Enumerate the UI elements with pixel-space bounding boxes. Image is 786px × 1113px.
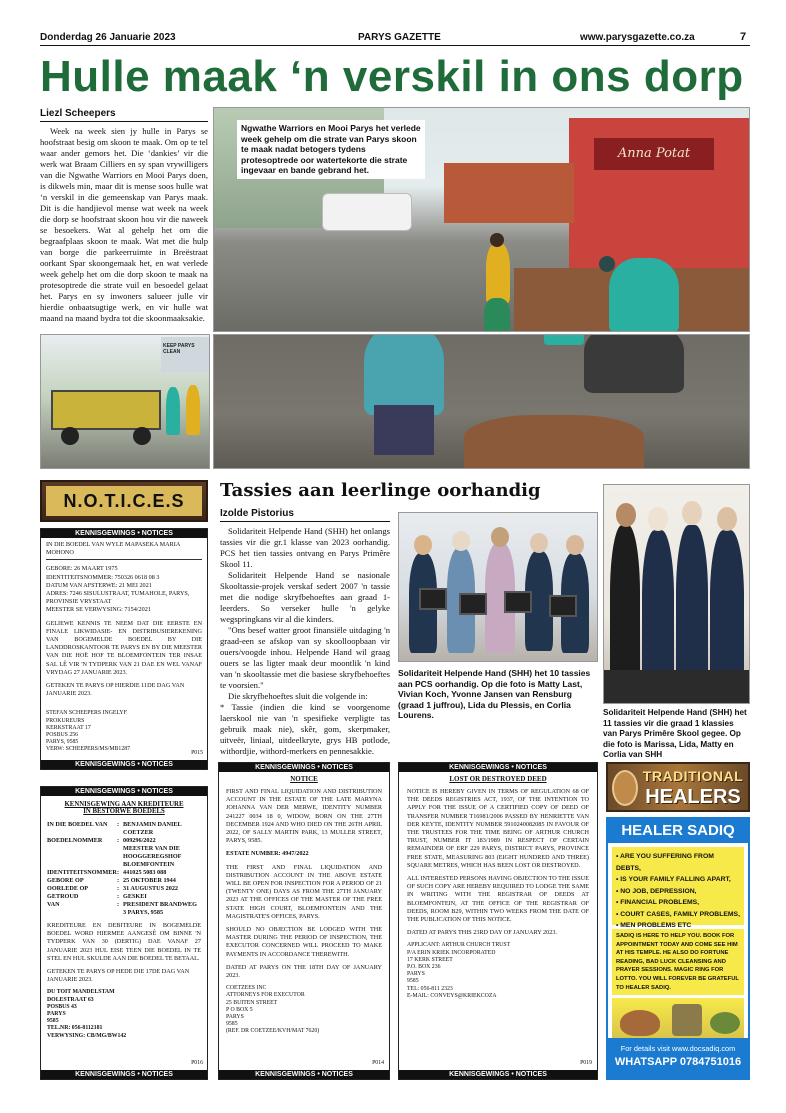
tassies-body	[220, 526, 390, 757]
main-byline: Liezl Scheepers	[40, 108, 116, 119]
notice2-field-colon: :	[117, 885, 120, 892]
notice2-field-key: BOEDELNOMMER	[47, 837, 103, 844]
notice2-field	[47, 901, 201, 917]
notice2-field	[47, 877, 201, 885]
crew-photo	[213, 334, 750, 469]
notice2-field	[47, 837, 201, 845]
bowl-icon	[612, 770, 638, 806]
notice2-field	[47, 821, 201, 837]
healer-problem-item: • IS YOUR FAMILY FALLING APART,	[616, 876, 731, 883]
notice1-details: GEBORE: 26 MAART 1975 IDENTITEITSNOMMER: 750326 0618 08 3 DATUM VAN AFSTERWE: 21 MEI 2021 ADRES: 7246 SISULUSTRAAT, TUMAHOLE, PARYS, PROVINSIE VRYSTAAT MEESTER SE VERWYSING: 7154/2021	[46, 565, 190, 614]
tassies-p3: "Ons besef watter groot finansiële uitdaging 'n graad-een se afskop van sy skoolloopbaan vir ouers/voogde inhou. Helpende Hand wil graag ouers se las ligter maak deur moontlik 'n kind van 'n skooltassie met die basiese skryfbehoeftes te voorsien."	[220, 625, 390, 690]
notice2-field-colon: :	[117, 869, 120, 876]
notice-lost-deed	[398, 762, 598, 1080]
notice3-estate: ESTATE NUMBER: 4947/2022	[226, 850, 309, 858]
notice2-field-colon: :	[117, 837, 120, 844]
notice2-field-value: 31 AUGUSTUS 2022	[123, 885, 179, 892]
notice1-para2: GETEKEN TE PARYS OP HIERDIE 11DE DAG VAN JANUARIE 2023.	[46, 682, 185, 698]
notice2-signoff: DU TOIT MANDELSTAM DOLESTRAAT 63 POSBUS 43 PARYS 9585 TEL.NR: 056-8112181 VERWYSING: CB/MG/BW142	[47, 989, 127, 1039]
notice-bar-bottom: KENNISGEWINGS • NOTICES	[41, 1070, 207, 1079]
notice-bar-top: KENNISGEWINGS • NOTICES	[41, 787, 207, 796]
notice4-signoff: APPLICANT: ARTHUR CHURCH TRUST P/A ERIN KRIEK INCORPORATED 17 KERK STREET P.O. BOX 236 PARYS 9585 TEL: 056-811 2323 E-MAIL: CONVEYS@KRIEKCOZA	[407, 942, 511, 999]
notice2-field-key: GETROUD	[47, 893, 79, 900]
healer-blurb: SADIQ IS HERE TO HELP YOU. BOOK FOR APPOINTMENT TODAY AND COME SEE HIM AT HIS TEMPLE. HE ALSO DO FORTUNE READING, BAD LUCK CLEANSING AND PRAYER SESSIONS. MAGIC RING FOR LOTTO. YOU WILL FOREVER BE GRATEFUL TO HEALER SADIQ.	[612, 929, 744, 995]
banner-bottom: HEALERS	[645, 786, 741, 808]
notice3-code: P014	[372, 1059, 384, 1066]
healer-problem-item: • FINANCIAL PROBLEMS,	[616, 899, 700, 906]
notice4-code: P019	[580, 1059, 592, 1066]
main-story-body: Week na week sien jy hulle in Parys se hoofstraat besig om skoon te maak. Om op te tel waar ander gemors het. Die ‘dankies’ vir die werk wat Braam Cilliers en sy span vrywilligers van die Ngwathe Warriors en Mooi Parys doen, is dikwels min, maar dit is mense soos hulle wat ‘n verskil in die gemeenskap van Parys maak. Dit is die handjievol mense wat week na week die dorp se hoofstraat skoon hou vir die naweek se besoekers. Wat al gehelp het om die begraafplaas skoon te maak. Wat met die hulp van borge die parkeerruimte in Breëstraat oorkant Spar skoongemaak het, en wat verlede week gehelp het om die dorp skoon te maak na protesoptrede die strate vuil en besoedel gelaat het. Parys en sy inwoners salueer julle vir hierdie onbaatsugtige werk, en vir hulle wat maand na maand bydra tot die skoonmaaksakie.	[40, 126, 208, 323]
notice2-field-colon: :	[117, 877, 120, 884]
notice2-field-colon: :	[117, 893, 120, 900]
healer-problem-item: • MEN PROBLEMS ETC	[616, 922, 692, 929]
notice3-p4: DATED AT PARYS ON THE 18TH DAY OF JANUARY 2023.	[226, 963, 382, 980]
byline-rule	[40, 121, 208, 122]
parys-primere-photo	[603, 484, 750, 704]
notice4-title: LOST OR DESTROYED DEED	[449, 775, 547, 783]
notice-estate-mohono	[40, 528, 208, 770]
healer-problems-box	[612, 847, 744, 929]
healer-details-link[interactable]: For details visit www.docsadiq.com	[620, 1044, 736, 1053]
notice-bar-top: KENNISGEWINGS • NOTICES	[399, 763, 597, 772]
tassies-p4: Die skryfbehoeftes sluit die volgende in:	[228, 691, 368, 701]
notice3-p2: THE FIRST AND FINAL LIQUIDATION AND DISTRIBUTION ACCOUNT IN THE ABOVE ESTATE WILL BE OPEN FOR INSPECTION FOR A PERIOD OF 21 (TWENTY ONE) DAYS AS FROM THE 27TH JANUARY 2023 AT THE OFFICES OF THE MASTER OF THE FREE STATE HIGH COURT, BLOEMFONTEIN AND THE MAGISTRATE'S OFFICES, PARYS.	[226, 863, 382, 920]
banner-top: TRADITIONAL	[642, 768, 744, 784]
parys-primere-caption: Solidariteit Helpende Hand (SHH) het 11 tassies vir die graad 1 klassies van Parys Primêre Skool gegee. Op die foto is Marissa, Lida, Matty en Corlia van SHH	[603, 708, 747, 759]
notice-estate-van-der-merwe	[218, 762, 390, 1080]
notice2-field-value: 441025 5083 088	[123, 869, 167, 876]
pcs-photo-caption: Solidariteit Helpende Hand (SHH) het 10 tassies aan PCS oorhandig. Op die foto is Matty Last, Vivian Koch, Yvonne Jansen van Rensburg (graad 1 juffrou), Lida du Plessis, en Corlia Lourens.	[398, 668, 591, 720]
pcs-handover-photo	[398, 512, 598, 662]
notice2-title: KENNISGEWING AAN KREDITEURE IN BESTORWE BOEDELS	[64, 801, 184, 815]
healer-problem-list	[616, 851, 740, 932]
notice2-field	[47, 885, 201, 893]
notice-bar-top: KENNISGEWINGS • NOTICES	[41, 529, 207, 538]
notice-bar-bottom: KENNISGEWINGS • NOTICES	[41, 760, 207, 769]
paper-name: PARYS GAZETTE	[358, 32, 441, 43]
tassies-p5: * Tassie (indien die kind se voorgenome laerskool nie van 'n spesifieke verpligte tas gebruik maak nie), skêr, gom, skerpmaker, uitveër, liniaal, uitdeelkryte, grys HB potlode, withordjie, withord-merkers en pennesakkie.	[220, 702, 390, 756]
notice2-field-value: MEESTER VAN DIE HOOGGEREGSHOF BLOEMFONTEIN	[123, 845, 182, 868]
notice2-field	[47, 869, 201, 877]
notice3-p3: SHOULD NO OBJECTION BE LODGED WITH THE MASTER DURING THE PERIOD OF INSPECTION, THE EXECUTOR CONCERNED WILL PROCEED TO MAKE PAYMENTS IN ACCORDANCE THEREWITH.	[226, 926, 382, 958]
notice1-estate: IN DIE BOEDEL VAN WYLE MAPASEKA MARIA MOHONO	[46, 541, 202, 560]
tassies-p2: Solidariteit Helpende Hand se nasionale Skooltassie-projek verskaf sedert 2007 'n tassie met die nodige skryfbehoeftes aan graad 1-leerders. So verseker hulle 'n gelyke wegspringkans vir al die kinders.	[220, 570, 390, 624]
notice2-field-key: GEBORE OP	[47, 877, 84, 884]
notice4-p1: NOTICE IS HEREBY GIVEN IN TERMS OF REGULATION 68 OF THE DEEDS REGISTRIES ACT, 1937, OF THE INTENTION TO APPLY FOR THE ISSUE OF A CERTIFIED COPY OF DEED OF TRANSFER NUMBER T16981/2006 PASSED BY HENRIETTE VAN DER KEYTE, IDENTITY NUMBER 5910240082085 IN FAVOUR OF THE TRUSTEES FOR THE TIME BEING OF ARTHUR CHURCH TRUST, NUMBER IT 183/1989 IN RESPECT OF CERTAIN REMAINDER OF ERF 229 PARYS, DISTRICT PARYS, PROVINCE FREE STATE, MEASURING 803 (EIGHT HUNDRED AND THREE) SQUARE METRES, WHICH HAS BEEN LOST OR DESTROYED.	[407, 788, 589, 869]
notice2-field	[47, 893, 201, 901]
notice1-code: P015	[191, 749, 203, 756]
notice3-title: NOTICE	[290, 775, 318, 783]
notice2-field-value: 009296/2022	[123, 837, 156, 844]
paper-url[interactable]: www.parysgazette.co.za	[580, 32, 695, 43]
truck-sign: KEEP PARYS CLEAN	[163, 343, 195, 355]
notices-logo-text: N.O.T.I.C.E.S	[46, 486, 202, 516]
healer-name: HEALER SADIQ	[608, 819, 748, 843]
notice2-field-value: GESKEI	[123, 893, 147, 900]
issue-date: Donderdag 26 Januarie 2023	[40, 32, 176, 43]
notice2-field	[47, 845, 201, 869]
notice2-code: P016	[191, 1059, 203, 1066]
notice1-para1: GELIEWE KENNIS TE NEEM DAT DIE EERSTE EN FINALE LIKWIDASIE- EN DISTRIBUSIEREKENING VAN BOGEMELDE BOEDEL BY DIE LANDDROSKANTOOR TE PARYS EN BY DIE MEESTER VAN DIE HOË HOF TE BLOEMFONTEIN TER INSAE SAL LÊ VIR 'N TYDPERK VAN 21 DAE EN WEL VANAF VRYDAG 27 JANUARIE 2023.	[46, 619, 202, 676]
notices-logo	[40, 480, 208, 522]
notice-creditors-coetzer	[40, 786, 208, 1080]
notice2-field-value: BENJAMIN DANIEL COETZER	[123, 821, 182, 836]
notice4-p2: ALL INTERESTED PERSONS HAVING OBJECTION TO THE ISSUE OF SUCH COPY ARE HEREBY REQUIRED TO LODGE THE SAME IN WRITING WITH THE REGISTRAR OF DEEDS AT BLOEMFONTEIN, AT THE OFFICE OF THE REGISTRAR OF DEEDS, ROOM B29, WITHIN TWO WEEKS FROM THE DATE OF THE PUBLICATION OF THIS NOTICE.	[407, 875, 589, 924]
healer-problem-item: • NO JOB, DEPRESSION,	[616, 887, 697, 895]
notice-bar-bottom: KENNISGEWINGS • NOTICES	[219, 1070, 389, 1079]
shop-sign: Anna Potat	[594, 138, 714, 170]
main-headline: Hulle maak ‘n verskil in ons dorp	[40, 52, 744, 101]
notice2-field-colon: :	[117, 901, 120, 908]
notice4-p3: DATED AT PARYS THIS 23RD DAY OF JANUARY 2023.	[407, 929, 557, 937]
notice-bar-top: KENNISGEWINGS • NOTICES	[219, 763, 389, 772]
page-number: 7	[740, 31, 747, 43]
notice2-field-key: IDENTITEITSNOMMER	[47, 869, 117, 876]
notice2-field-colon: :	[117, 821, 120, 828]
header-rule	[40, 45, 750, 46]
notice2-fields	[47, 821, 201, 917]
notice2-para2: GETEKEN TE PARYS OP HEDE DIE 17DE DAG VAN JANUARIE 2023.	[47, 968, 190, 984]
notice2-para1: KREDITEURE EN DEBITEURE IN BOGEMELDE BOEDEL WORD HIERMEE AANGESÊ OM BINNE 'N TYDPERK VAN 30 (DERTIG) DAE VANAF 27 JANUARIE 2023 HUL EISE TEEN DIE BOEDEL IN TE STEL EN HUL SKULDE AAN DIE BOEDEL TE BETAAL.	[47, 922, 201, 962]
healer-problem-item: • ARE YOU SUFFERING FROM DEBTS,	[616, 853, 714, 872]
notice-bar-bottom: KENNISGEWINGS • NOTICES	[399, 1070, 597, 1079]
notice3-signoff: COETZEES INC ATTORNEYS FOR EXECUTOR 25 BUITEN STREET P O BOX 5 PARYS 9585 (REF. DR COETZEE/KVH/MAT 7620)	[226, 985, 320, 1035]
truck-photo	[40, 334, 210, 469]
herbs-image	[612, 998, 744, 1040]
healer-problem-item: • COURT CASES, FAMILY PROBLEMS,	[616, 910, 740, 918]
notice2-field-value: PRESIDENT BRANDWEG 3 PARYS, 9585	[123, 901, 197, 916]
tassies-byline: Izolde Pistorius	[220, 508, 294, 519]
tassies-p1: Solidariteit Helpende Hand (SHH) het onlangs tassies vir die gr.1 klasse van 2023 oorhandig. PCS het tien tassies ontvang en Parys Primêre Skool 11.	[220, 526, 390, 569]
notice1-signoff: STEFAN SCHEEPERS INGELYF PROKUREURS KERKSTRAAT 17 POSBUS 256 PARYS, 9585 VERW: SCHEEPERS/MS/MB1287	[46, 710, 131, 753]
street-photo-caption: Ngwathe Warriors en Mooi Parys het verlede week gehelp om die strate van Parys skoon te maak nadat betogers tydens protesoptrede oor watertekorte die strate ingevaar en bande gebrand het.	[237, 120, 425, 179]
traditional-healers-banner	[606, 762, 750, 812]
healer-sadiq-ad	[606, 817, 750, 1080]
notice2-field-key: VAN	[47, 901, 60, 908]
notice2-field-value: 25 OKTOBER 1944	[123, 877, 176, 884]
notice3-p1: FIRST AND FINAL LIQUIDATION AND DISTRIBUTION ACCOUNT IN THE ESTATE OF THE LATE MARYNA JOHANNA VAN DER MERWE, IDENTITY NUMBER 241227 0034 18 0, WIDOW, BORN ON THE 27TH DECEMBER 1924 AND WHO DIED ON THE 26TH APRIL 2022, OF SALLY MARTIN PARK, 13 MULLER STREET, PARYS, 9585.	[226, 788, 382, 845]
healer-contact-bar	[608, 1038, 748, 1078]
notice2-field-key	[47, 845, 117, 869]
tassies-headline: Tassies aan leerlinge oorhandig	[220, 480, 541, 501]
notice2-field-key: OORLEDE OP	[47, 885, 89, 892]
healer-whatsapp[interactable]: WHATSAPP 0784751016	[614, 1056, 742, 1068]
notice2-field-key: IN DIE BOEDEL VAN	[47, 821, 108, 828]
tassies-byline-rule	[220, 521, 390, 522]
